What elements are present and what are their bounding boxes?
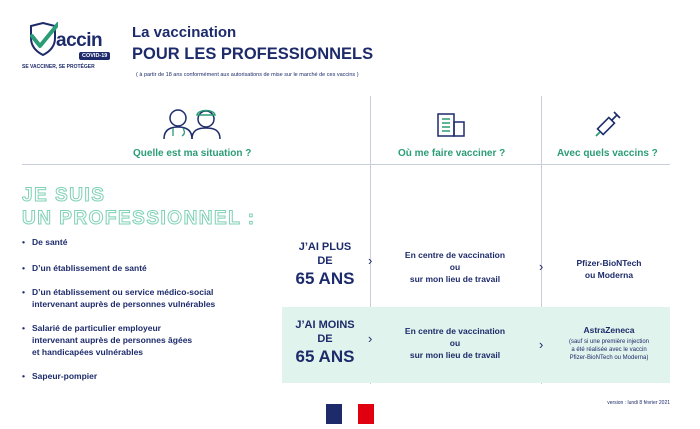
heading-line2: UN PROFESSIONNEL : [22, 208, 256, 229]
arrow-right-icon: › [368, 253, 373, 268]
heading-line1: JE SUIS [22, 185, 106, 206]
logo-covid-badge: COVID-19 [79, 52, 110, 60]
checkmark-shield-icon [28, 22, 58, 56]
age-box-under-65 [282, 318, 368, 368]
place-line2: sur mon lieu de travail [409, 350, 501, 360]
vaccine-note-line1: (sauf si une première injection [568, 339, 650, 345]
flag-stripe-white [342, 404, 358, 424]
page-subtitle: ( à partir de 18 ans conformément aux autorisations de mise sur le marché de ces vaccins ) [136, 72, 359, 78]
vaccine-line1: AstraZeneca [583, 325, 635, 335]
column-label-situation: Quelle est ma situation ? [133, 148, 252, 159]
place-or: ou [449, 262, 461, 272]
column-label-which: Avec quels vaccins ? [557, 148, 658, 159]
page-title-line2: POUR LES PROFESSIONNELS [132, 45, 374, 63]
age-line1: J’AI PLUS [298, 241, 352, 253]
vaccine-line1: Pfizer-BioNTech [576, 258, 642, 268]
place-line1: En centre de vaccination [404, 326, 506, 336]
building-icon [436, 112, 466, 138]
list-item-continuation: intervenant auprès de personnes âgées [32, 335, 193, 345]
vaccine-note-line2: a été réalisée avec le vaccin [571, 347, 647, 353]
place-under-65 [380, 325, 530, 361]
column-label-where: Où me faire vacciner ? [398, 148, 506, 159]
place-or: ou [449, 338, 461, 348]
list-item: • De santé [22, 236, 67, 248]
version-label: version : lundi 8 février 2021 [607, 400, 670, 406]
divider-horizontal-top [22, 164, 670, 165]
vaccine-note [548, 338, 670, 362]
age-box-over-65 [282, 240, 368, 290]
list-item-continuation: intervenant auprès de personnes vulnérables [32, 299, 216, 309]
list-item: • Sapeur-pompier [22, 370, 97, 382]
arrow-right-icon: › [368, 331, 373, 346]
place-over-65 [380, 249, 530, 285]
list-item-continuation: et handicapées vulnérables [32, 347, 144, 357]
arrow-right-icon: › [539, 337, 544, 352]
list-item: • D’un établissement ou service médico-social [22, 286, 213, 298]
place-line1: En centre de vaccination [404, 250, 506, 260]
vaccine-line2: ou Moderna [584, 270, 634, 280]
french-flag-icon [326, 404, 374, 424]
syringe-icon [594, 110, 622, 138]
age-number: 65 ANS [295, 269, 355, 288]
logo-word: accin [56, 30, 103, 51]
logo-tagline: SE VACCINER, SE PROTÉGER [22, 64, 95, 70]
age-number: 65 ANS [295, 347, 355, 366]
vaccin-logo [22, 20, 114, 72]
vaccine-over-65 [548, 257, 670, 281]
arrow-right-icon: › [539, 259, 544, 274]
flag-stripe-red [358, 404, 374, 424]
age-line2: DE [317, 255, 333, 267]
place-line2: sur mon lieu de travail [409, 274, 501, 284]
list-item: • Salarié de particulier employeur [22, 322, 161, 334]
flag-stripe-blue [326, 404, 342, 424]
list-item: • D’un établissement de santé [22, 262, 147, 274]
page-title-line1: La vaccination [132, 24, 237, 41]
professionals-icon [160, 106, 226, 140]
vaccine-note-line3: Pfizer-BioNTech ou Moderna) [569, 355, 649, 361]
age-line2: DE [317, 333, 333, 345]
vaccine-under-65 [548, 324, 670, 362]
age-line1: J’AI MOINS [295, 319, 355, 331]
